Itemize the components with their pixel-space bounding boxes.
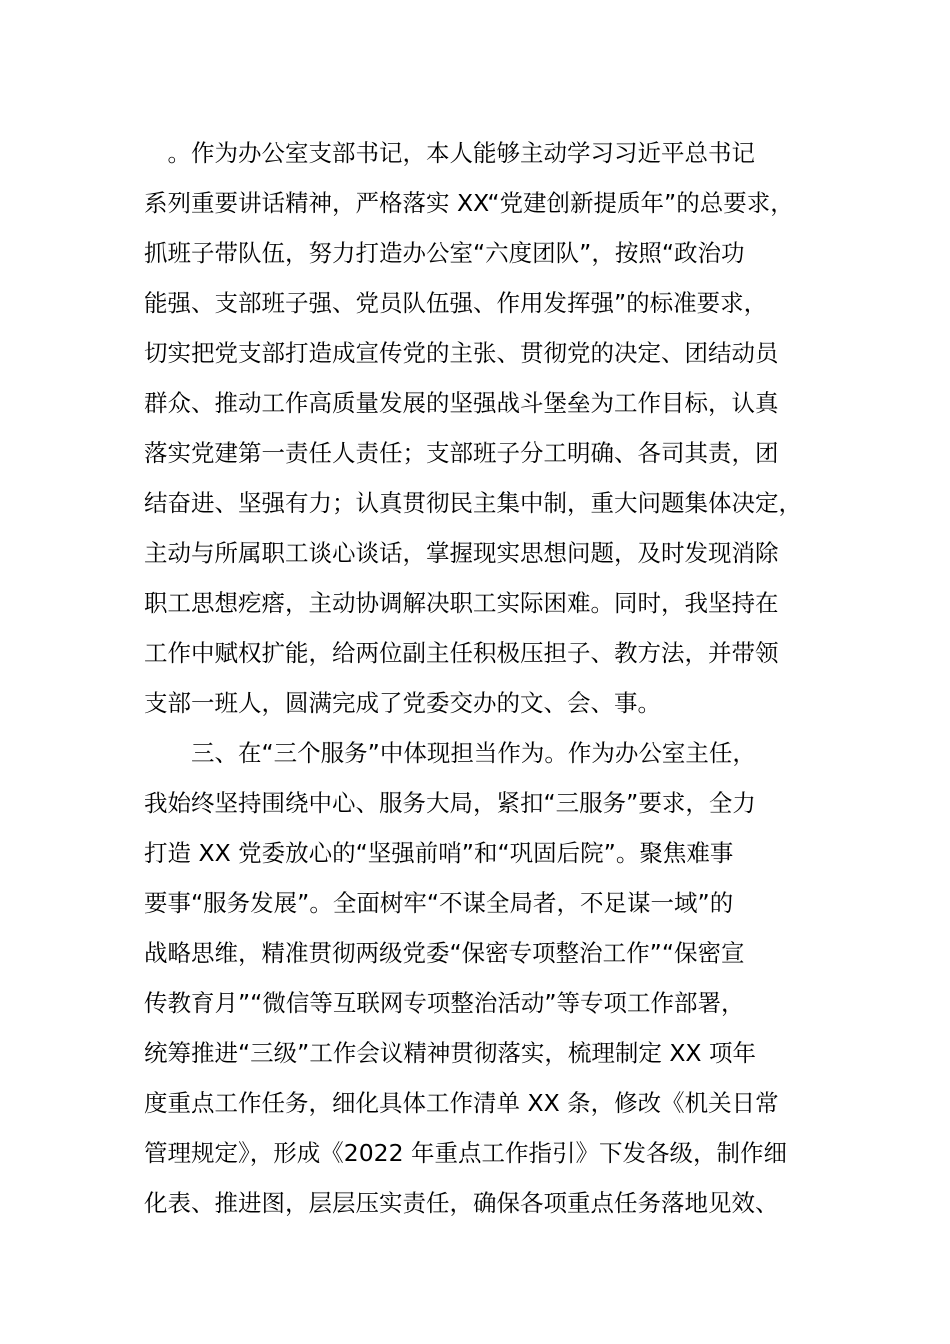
text-line: 要事“服务发展”。全面树牢“不谋全局者，不足谋一域”的 [144,889,734,917]
text-line: 度重点工作任务，细化具体工作清单 XX 条，修改《机关日常 [144,1089,779,1117]
text-line: 。作为办公室支部书记，本人能够主动学习习近平总书记 [144,139,755,167]
body-text [144,128,844,1228]
text-line: 我始终坚持围绕中心、服务大局，紧扣“三服务”要求，全力 [144,789,756,817]
text-line: 职工思想疙瘩，主动协调解决职工实际困难。同时，我坚持在 [144,589,779,617]
text-line: 传教育月”“微信等互联网专项整治活动”等专项工作部署， [144,989,745,1017]
text-line: 工作中赋权扩能，给两位副主任积极压担子、教方法，并带领 [144,639,779,667]
text-line: 能强、支部班子强、党员队伍强、作用发挥强”的标准要求， [144,289,768,317]
text-line: 群众、推动工作高质量发展的坚强战斗堡垒为工作目标，认真 [144,389,779,417]
text-line: 抓班子带队伍，努力打造办公室“六度团队”，按照“政治功 [144,239,745,267]
text-line: 三、在“三个服务”中体现担当作为。作为办公室主任， [144,739,756,767]
text-line: 管理规定》，形成《2022 年重点工作指引》下发各级，制作细 [144,1139,788,1167]
text-line: 战略思维，精准贯彻两级党委“保密专项整治工作”“保密宣 [144,939,745,967]
text-line: 统筹推进“三级”工作会议精神贯彻落实，梳理制定 XX 项年 [144,1039,756,1067]
text-line: 落实党建第一责任人责任；支部班子分工明确、各司其责，团 [144,439,779,467]
text-line: 支部一班人，圆满完成了党委交办的文、会、事。 [144,689,661,717]
text-line: 主动与所属职工谈心谈话，掌握现实思想问题，及时发现消除 [144,539,779,567]
text-line: 化表、推进图，层层压实责任，确保各项重点任务落地见效、 [144,1189,779,1217]
text-line: 系列重要讲话精神，严格落实 XX“党建创新提质年”的总要求， [144,189,794,217]
text-line: 结奋进、坚强有力；认真贯彻民主集中制，重大问题集体决定， [144,489,802,517]
text-line: 打造 XX 党委放心的“坚强前哨”和“巩固后院”。聚焦难事 [144,839,734,867]
text-line: 切实把党支部打造成宣传党的主张、贯彻党的决定、团结动员 [144,339,779,367]
